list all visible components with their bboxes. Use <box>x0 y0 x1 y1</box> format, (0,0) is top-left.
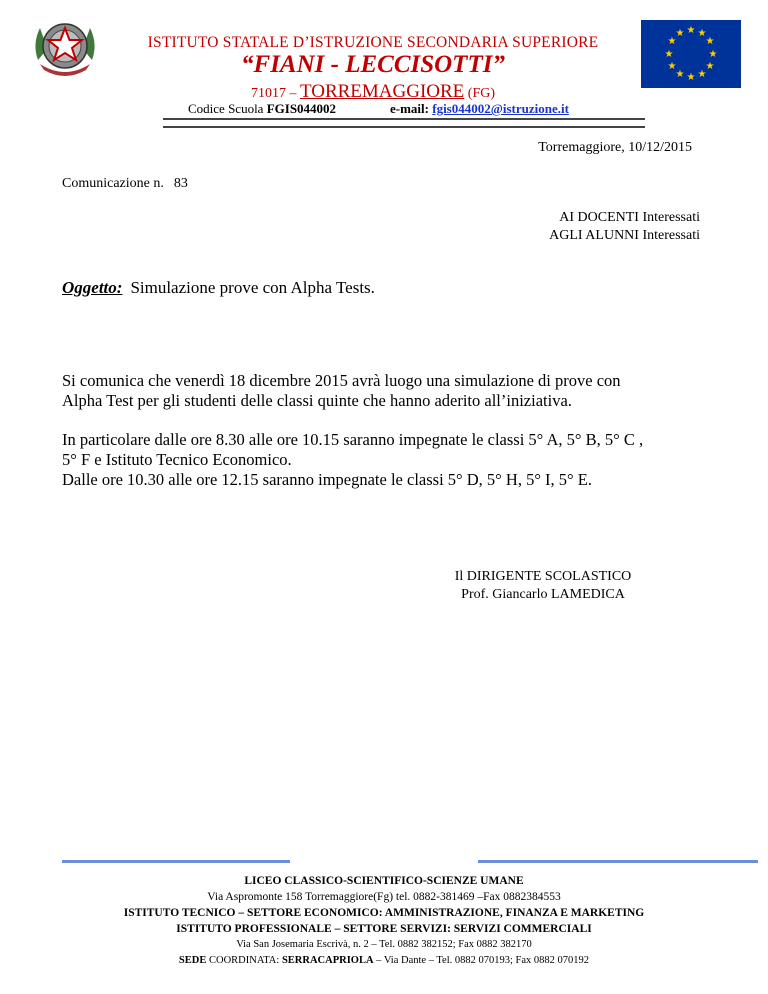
institute-type: ISTITUTO STATALE D’ISTRUZIONE SECONDARIA SUPERIORE <box>147 34 599 51</box>
footer-sede-town: SERRACAPRIOLA <box>281 955 374 966</box>
communication-label: Comunicazione n. <box>62 176 164 191</box>
body-line: Si comunica che venerdì 18 dicembre 2015 avrà luogo una simulazione di prove con <box>62 371 621 390</box>
footer-sede-coord: COORDINATA: <box>206 955 282 966</box>
school-code <box>188 101 336 117</box>
footer-sede-address: – Via Dante – Tel. 0882 070193; Fax 0882 070192 <box>373 955 590 966</box>
svg-text:★: ★ <box>667 61 677 72</box>
body-line: Dalle ore 10.30 alle ore 12.15 saranno impegnate le classi 5° D, 5° H, 5° I, 5° E. <box>62 470 592 489</box>
svg-text:★: ★ <box>667 36 677 47</box>
recipients <box>400 209 700 245</box>
communication-number <box>62 176 188 192</box>
footer-sede <box>40 953 728 969</box>
body-paragraph-2 <box>62 430 742 490</box>
body-line: 5° F e Istituto Tecnico Economico. <box>62 450 292 469</box>
recipient-students: AGLI ALUNNI Interessati <box>549 228 700 243</box>
signature-title: Il DIRIGENTE SCOLASTICO <box>454 569 632 584</box>
place-date: Torremaggiore, 10/12/2015 <box>538 140 692 155</box>
svg-text:★: ★ <box>697 28 707 39</box>
footer-rule-left <box>62 860 290 863</box>
svg-text:★: ★ <box>675 69 685 80</box>
svg-text:★: ★ <box>686 72 696 83</box>
footer-rule-right <box>478 860 758 863</box>
svg-text:★: ★ <box>705 36 715 47</box>
subject-text: Simulazione prove con Alpha Tests. <box>130 278 375 297</box>
svg-text:★: ★ <box>675 28 685 39</box>
school-email <box>390 101 569 117</box>
school-code-label: Codice Scuola <box>188 101 267 116</box>
body-paragraph-1 <box>62 371 742 411</box>
svg-text:★: ★ <box>686 25 696 36</box>
body-line: In particolare dalle ore 8.30 alle ore 10.15 saranno impegnate le classi 5° A, 5° B, 5° C , <box>62 430 644 449</box>
subject <box>62 278 375 298</box>
school-code-value: FGIS044002 <box>266 101 337 116</box>
email-label: e-mail: <box>390 101 433 116</box>
email-link[interactable]: fgis044002@istruzione.it <box>432 101 569 116</box>
footer-sede-label: SEDE <box>178 955 207 966</box>
svg-text:★: ★ <box>697 69 707 80</box>
communication-value: 83 <box>173 176 188 191</box>
school-address <box>106 81 640 103</box>
school-name: “FIANI - LECCISOTTI” <box>241 51 505 78</box>
body-line: Alpha Test per gli studenti delle classi quinte che hanno aderito all’iniziativa. <box>62 391 572 410</box>
svg-text:★: ★ <box>708 49 718 60</box>
recipient-teachers: AI DOCENTI Interessati <box>559 210 700 225</box>
footer-liceo: LICEO CLASSICO-SCIENTIFICO-SCIENZE UMANE <box>244 875 524 887</box>
signature-block <box>420 568 666 604</box>
signature-name: Prof. Giancarlo LAMEDICA <box>461 587 625 602</box>
svg-text:★: ★ <box>664 49 674 60</box>
footer-professionale: ISTITUTO PROFESSIONALE – SETTORE SERVIZI: SERVIZI COMMERCIALI <box>176 923 592 935</box>
province: (FG) <box>464 86 496 101</box>
footer-professionale-address: Via San Josemaria Escrivà, n. 2 – Tel. 0882 382152; Fax 0882 382170 <box>236 939 532 950</box>
header-separator <box>163 118 645 128</box>
footer <box>40 873 728 969</box>
footer-liceo-address: Via Aspromonte 158 Torremaggiore(Fg) tel. 0882-381469 –Fax 0882384553 <box>207 891 561 903</box>
cap: 71017 – <box>250 86 300 101</box>
city: TORREMAGGIORE <box>299 81 465 102</box>
subject-label: Oggetto: <box>62 278 123 297</box>
italian-republic-emblem-icon <box>30 14 100 80</box>
eu-flag-icon <box>641 20 741 88</box>
footer-tecnico: ISTITUTO TECNICO – SETTORE ECONOMICO: AMMINISTRAZIONE, FINANZA E MARKETING <box>123 907 645 919</box>
svg-text:★: ★ <box>705 61 715 72</box>
